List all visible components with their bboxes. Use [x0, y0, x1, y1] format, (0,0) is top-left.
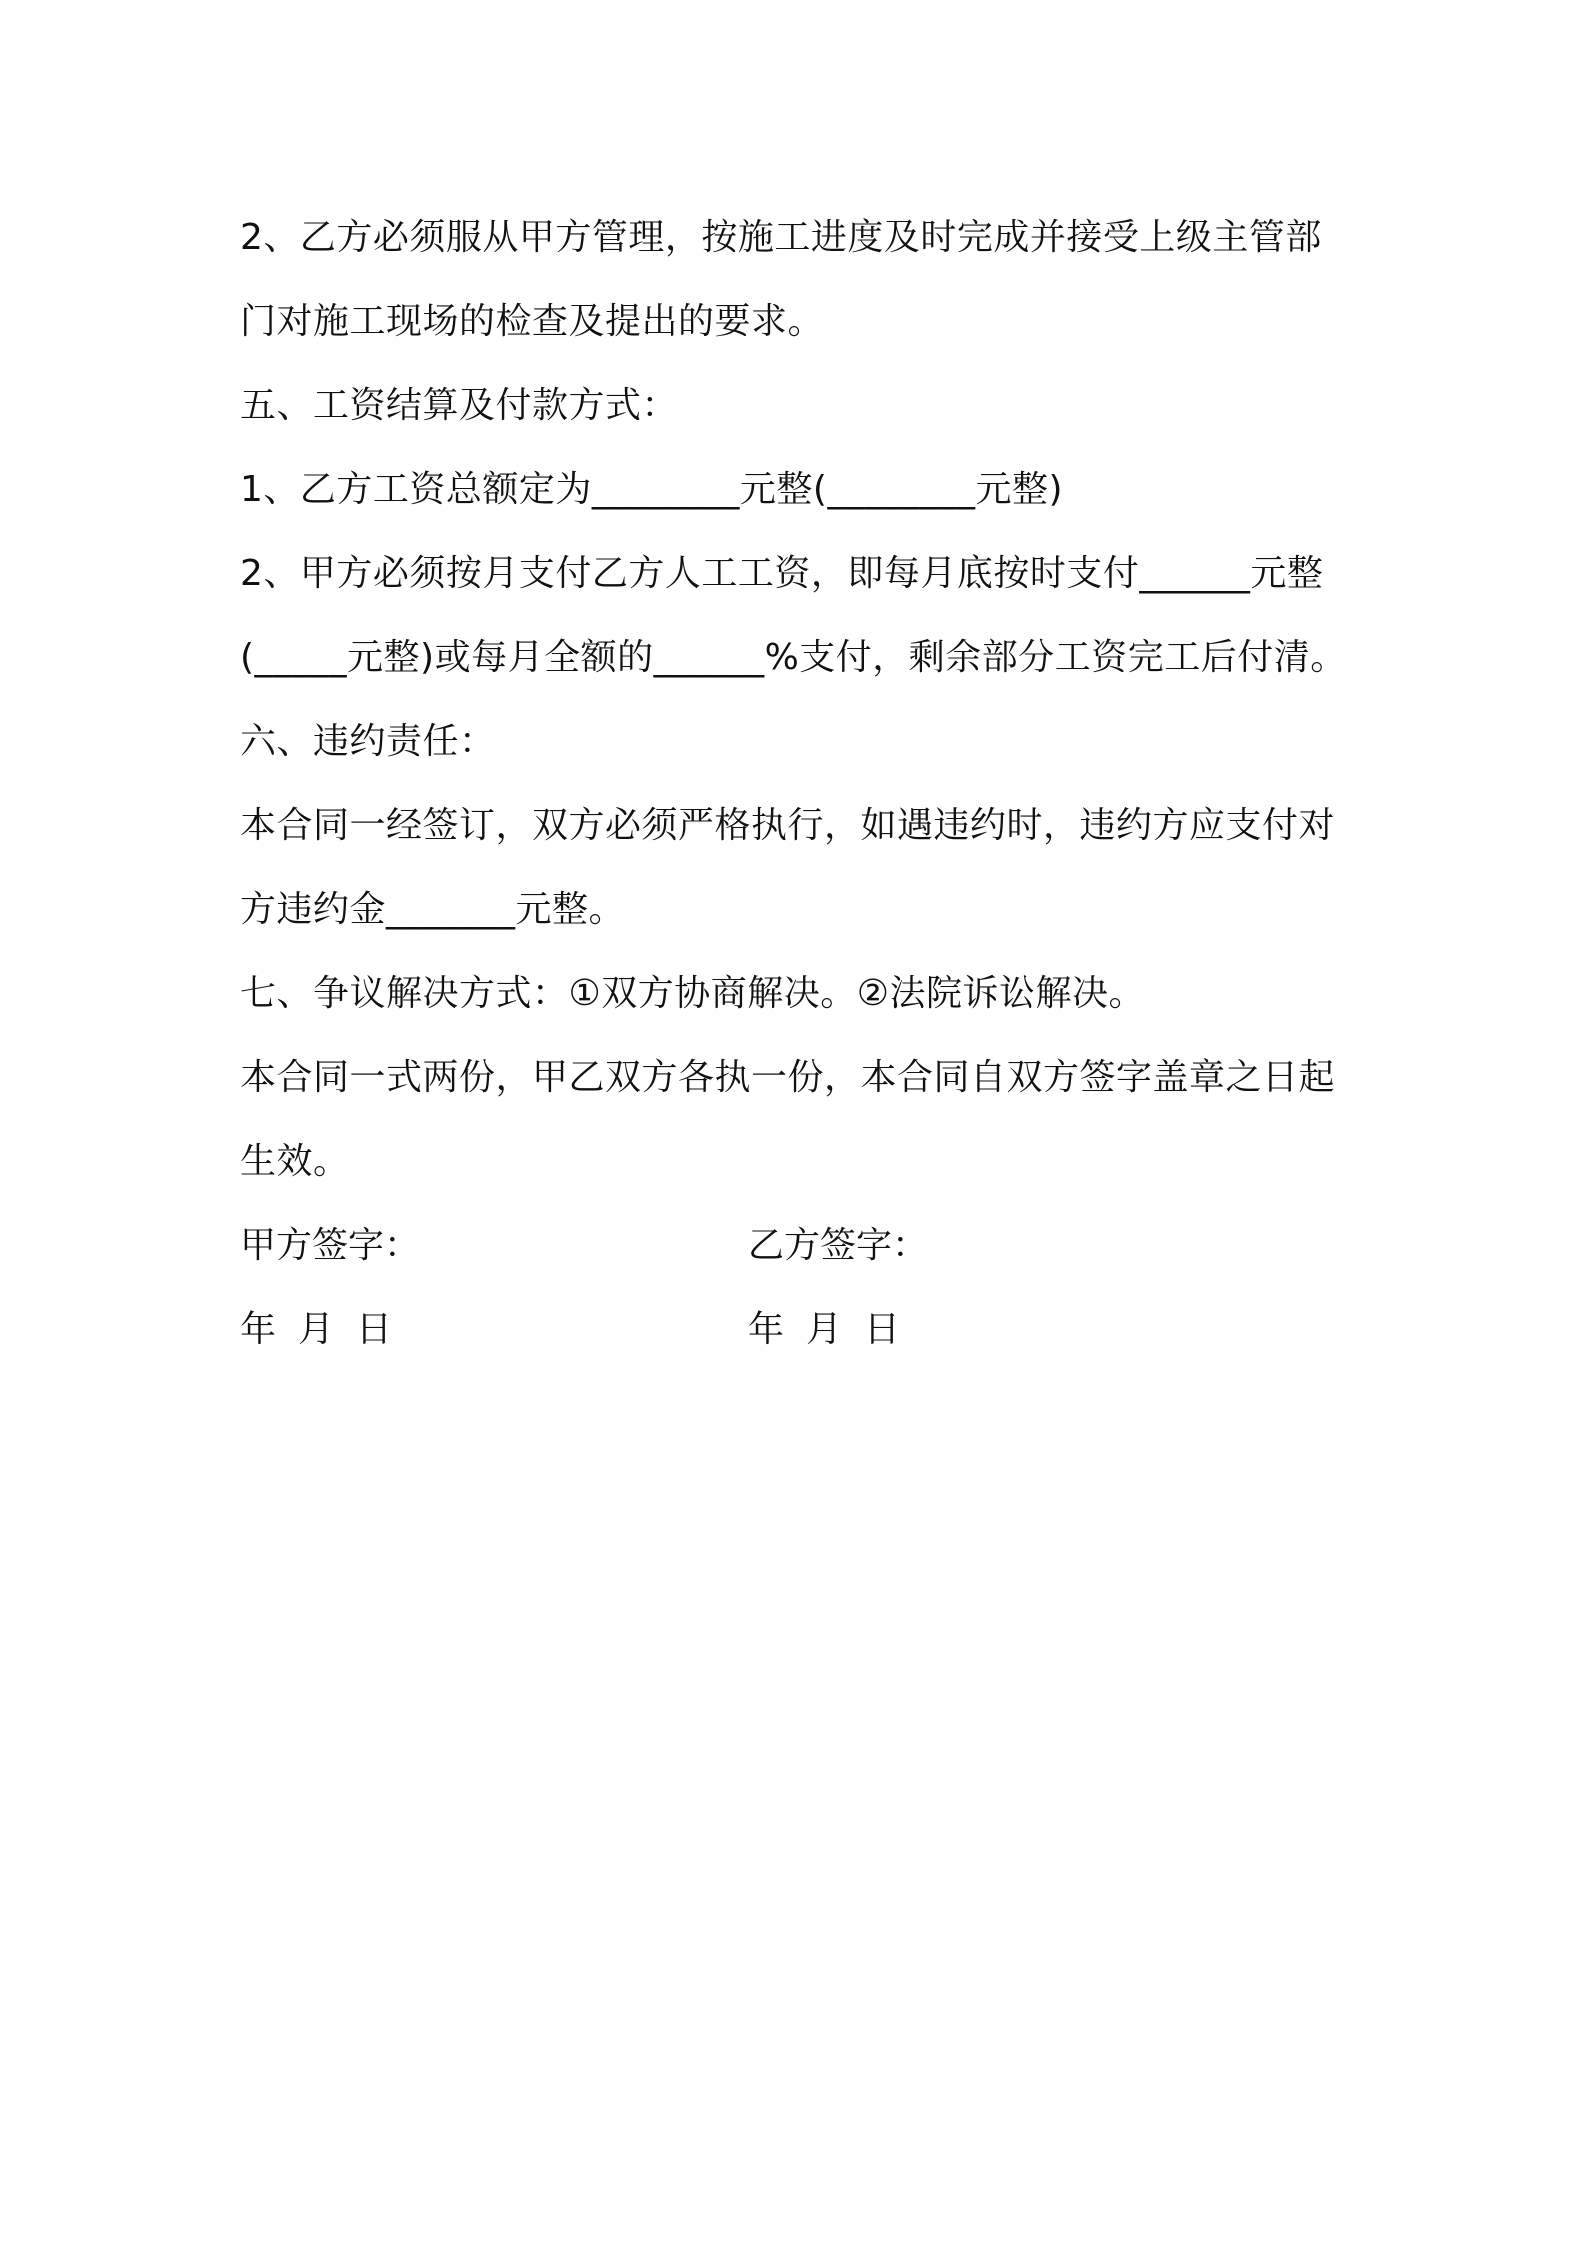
wage-total-line: 1、乙方工资总额定为________元整(________元整) — [240, 469, 1063, 510]
breach-line-1: 本合同一经签订，双方必须严格执行，如遇违约时，违约方应支付对 — [240, 805, 1336, 846]
party-b-signature-label: 乙方签字： — [748, 1225, 929, 1266]
section-6-heading: 六、违约责任： — [240, 721, 496, 762]
copies-line-1: 本合同一式两份，甲乙双方各执一份，本合同自双方签字盖章之日起 — [240, 1057, 1336, 1098]
signature-row — [240, 1204, 1370, 1288]
copies-line-2: 生效。 — [240, 1141, 350, 1182]
breach-line-2: 方违约金_______元整。 — [240, 889, 626, 930]
section-7-dispute: 七、争议解决方式：①双方协商解决。②法院诉讼解决。 — [240, 973, 1146, 1014]
party-b-date — [748, 1288, 922, 1372]
clause-2-line-1: 2、乙方必须服从甲方管理，按施工进度及时完成并接受上级主管部 — [240, 217, 1322, 258]
day-label: 日 — [864, 1309, 901, 1350]
clause-2-line-2: 门对施工现场的检查及提出的要求。 — [240, 301, 825, 342]
month-label: 月 — [806, 1309, 843, 1350]
monthly-payment-line-2: (_____元整)或每月全额的______%支付，剩余部分工资完工后付清。 — [240, 637, 1347, 678]
party-a-signature-label: 甲方签字： — [240, 1225, 421, 1266]
date-row — [240, 1288, 1370, 1372]
year-label: 年 — [748, 1309, 785, 1350]
day-label: 日 — [356, 1309, 393, 1350]
document-body — [240, 196, 1370, 1372]
monthly-payment-line-1: 2、甲方必须按月支付乙方人工工资，即每月底按时支付______元整 — [240, 553, 1324, 594]
section-5-heading: 五、工资结算及付款方式： — [240, 385, 679, 426]
party-a-date — [240, 1288, 414, 1372]
year-label: 年 — [240, 1309, 277, 1350]
month-label: 月 — [298, 1309, 335, 1350]
